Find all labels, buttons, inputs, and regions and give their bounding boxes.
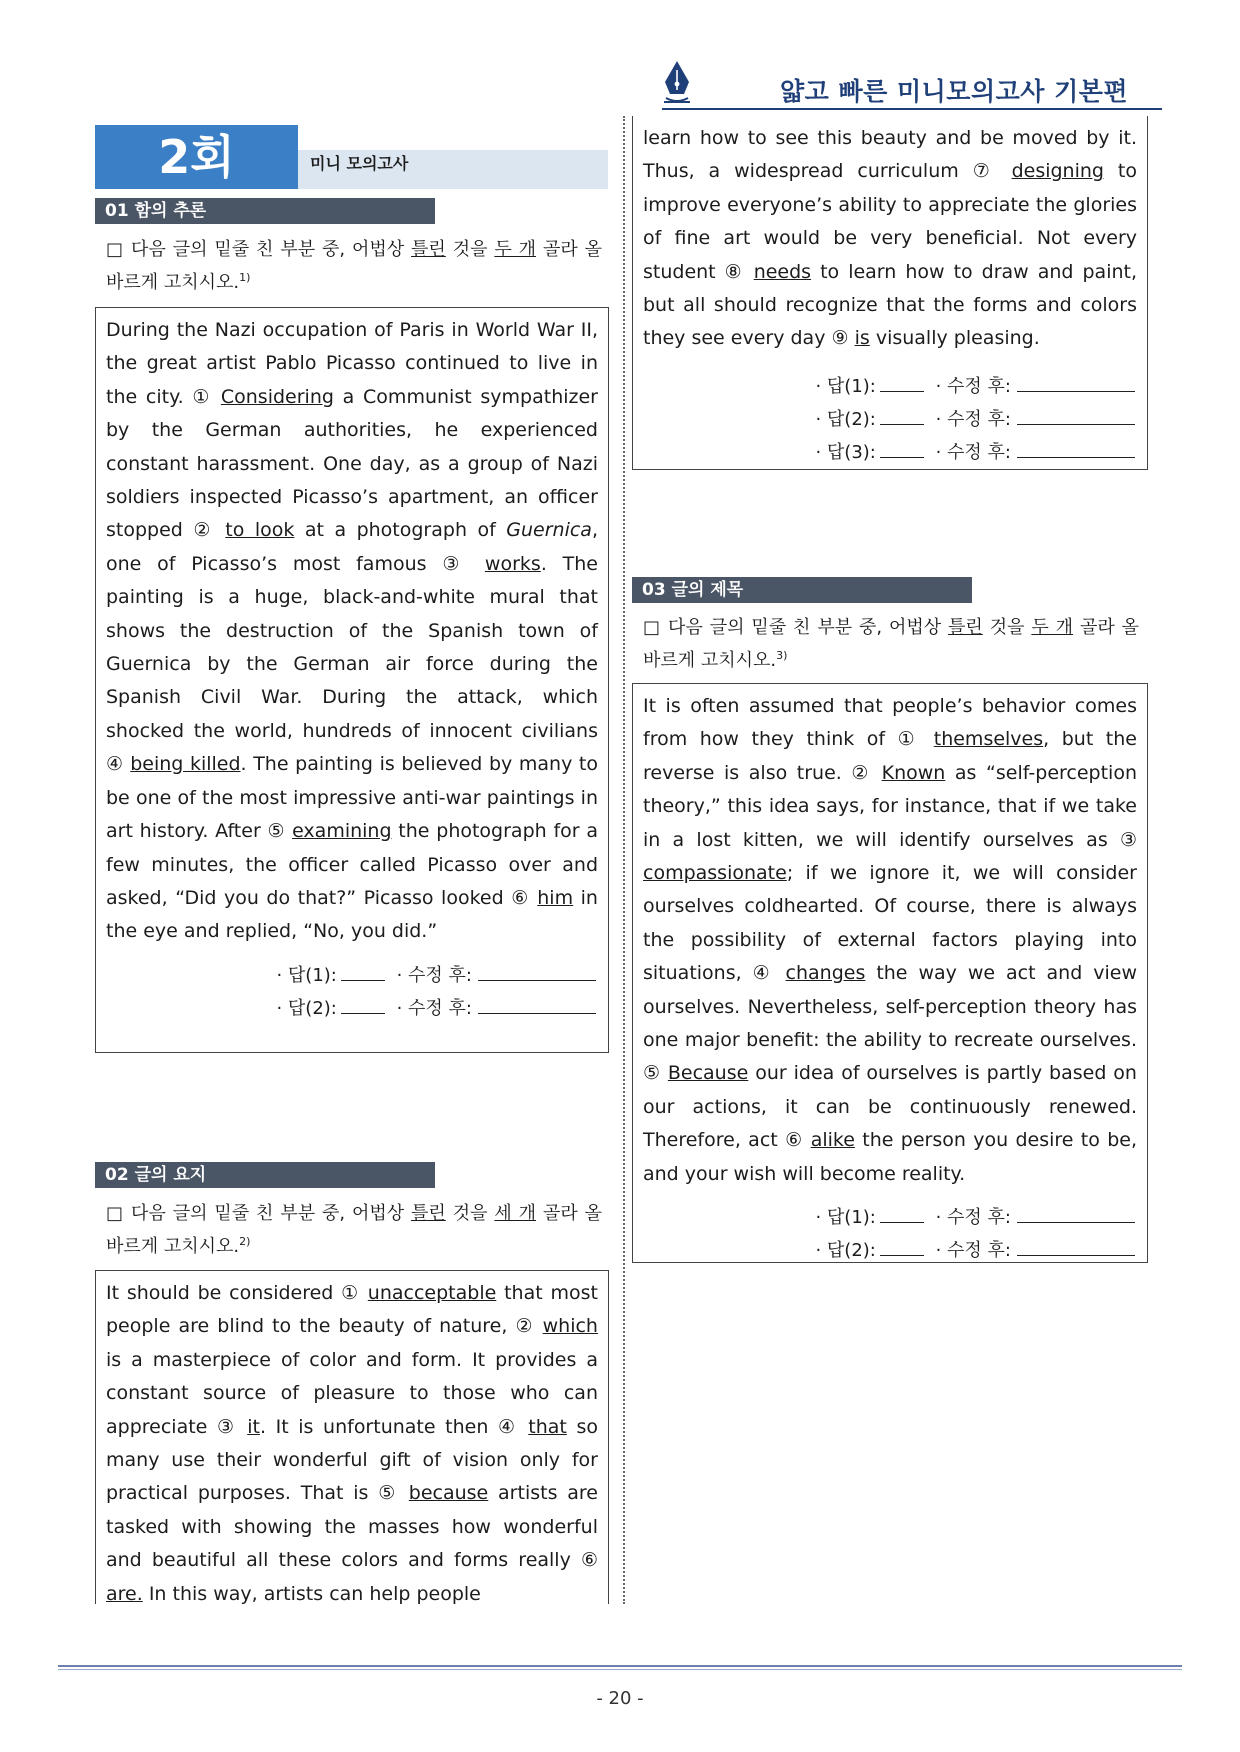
passage-text: In this way, artists can help people (142, 1582, 481, 1605)
passage-text (519, 1416, 529, 1438)
item-number: ⑥ (580, 1549, 598, 1572)
passage-text: as “self-perception theory,” this idea says, for instance, that if we take in a lost kitten, we will identify ourselves as (643, 761, 1137, 851)
underlined-item: to look (225, 519, 295, 542)
answer-blank[interactable] (880, 373, 924, 392)
item-number: ① (897, 728, 922, 751)
fix-label: · 수정 후: (929, 408, 1011, 430)
item-number: ① (341, 1282, 360, 1304)
passage-text (775, 962, 786, 984)
underlined-item: which (542, 1315, 598, 1338)
pen-nib-icon (662, 60, 692, 108)
passage-text: in the eye and replied, “No, you did.” (106, 886, 598, 943)
section-01-instruction: □ 다음 글의 밑줄 친 부분 중, 어법상 틀린 것을 두 개 골라 올바르게 고치시오.$^{1)}$ (106, 239, 603, 293)
item-number: ② (851, 761, 873, 784)
passage-text: to learn how to draw and paint, but all should recognize that the forms and colors they see every day (643, 260, 1138, 350)
underlined-item: needs (753, 260, 812, 283)
passage-text (212, 386, 221, 408)
passage-text: . The painting is believed by many to be one of the most impressive anti-war paintings in art history. After (106, 753, 598, 843)
passage-text (469, 553, 485, 575)
underlined-item: alike (810, 1129, 855, 1152)
answer-label: · 답(1): (815, 375, 876, 397)
answer-blank[interactable] (880, 1204, 924, 1223)
page-number: - 20 - (596, 1688, 644, 1709)
fix-label: · 수정 후: (390, 964, 472, 986)
footer-rule-thin (58, 1669, 1182, 1670)
section-01-passage (106, 314, 598, 949)
passage-text: at a photograph of (294, 519, 507, 542)
item-number: ④ (106, 753, 124, 776)
passage-text: During the Nazi occupation of Paris in World War II, the great artist Pablo Picasso continued to live in the city. (106, 319, 598, 408)
answer-label: · 답(3): (815, 441, 876, 463)
item-number: ⑦ (972, 160, 998, 183)
underlined-item: themselves (933, 728, 1044, 751)
answer-label: · 답(2): (815, 1240, 876, 1262)
brand-title: 얇고 빠른 미니모의고사 기본편 (780, 77, 1129, 106)
section-02-passage-left (106, 1277, 598, 1611)
passage-text (215, 519, 225, 541)
underlined-item: him (537, 886, 574, 909)
fix-label: · 수정 후: (929, 1207, 1011, 1229)
fix-label: · 수정 후: (929, 1240, 1011, 1262)
answer-label: · 답(1): (276, 964, 337, 986)
item-number: ⑥ (511, 886, 530, 909)
item-number: ⑤ (378, 1482, 399, 1505)
passage-text: . It is unfortunate then (259, 1415, 499, 1438)
answer-line (106, 992, 596, 1025)
answer-label: · 답(2): (276, 997, 337, 1019)
passage-text: our idea of ourselves is partly based on our actions, it can be continuously renewed. Therefore, act (643, 1062, 1137, 1152)
passage-text (661, 1062, 668, 1084)
underlined-item: it (247, 1415, 260, 1438)
italic-title: Guernica (506, 519, 592, 542)
section-01-passage-box (95, 307, 609, 1053)
passage-text: , but the reverse is also true. (643, 728, 1137, 784)
passage-text (238, 1416, 248, 1438)
item-number: ③ (216, 1415, 238, 1438)
section-02-passage-right (643, 122, 1137, 356)
passage-text (872, 762, 882, 784)
section-03-answers (643, 1201, 1137, 1267)
passage-text (921, 728, 934, 750)
passage-text: that most people are blind to the beauty of nature, (106, 1282, 598, 1338)
item-number: ⑧ (724, 260, 745, 283)
item-number: ④ (498, 1415, 519, 1438)
passage-text: visually pleasing. (869, 327, 1040, 350)
section-03-passage (643, 690, 1137, 1191)
passage-text: artists are tasked with showing the masses how wonderful and beautiful all these colors and forms really (106, 1482, 598, 1572)
correction-blank[interactable] (478, 962, 596, 981)
underlined-item: is (854, 327, 870, 350)
passage-text: , one of Picasso’s most famous (106, 519, 598, 575)
passage-text (360, 1282, 368, 1304)
underlined-item: are. (106, 1582, 143, 1605)
answer-blank[interactable] (341, 995, 385, 1014)
item-number: ⑨ (831, 327, 849, 350)
correction-blank[interactable] (478, 995, 596, 1014)
answer-blank[interactable] (880, 406, 924, 425)
underlined-item: being killed (130, 753, 241, 776)
item-number: ⑥ (785, 1129, 804, 1152)
answer-line (643, 1234, 1135, 1267)
correction-blank[interactable] (1017, 1237, 1135, 1256)
passage-text: the photograph for a few minutes, the officer called Picasso over and asked, “Did you do that?” Picasso looked (106, 820, 598, 909)
correction-blank[interactable] (1017, 439, 1135, 458)
section-01-heading: 01 함의 추론 (95, 198, 435, 224)
underlined-item: that (528, 1415, 567, 1438)
underlined-item: compassionate (643, 862, 787, 885)
answer-line (643, 1201, 1135, 1234)
answer-line (106, 959, 596, 992)
passage-text: is a masterpiece of color and form. It provides a constant source of pleasure to those who can appreciate (106, 1348, 598, 1438)
round-number: 2회 (95, 125, 298, 189)
footer-rule (58, 1665, 1182, 1667)
underlined-item: designing (1011, 160, 1104, 183)
section-02-heading: 02 글의 요지 (95, 1162, 435, 1188)
passage-text: It is often assumed that people’s behavior comes from how they think of (643, 695, 1137, 751)
item-number: ③ (1119, 828, 1137, 851)
underlined-item: Considering (220, 385, 334, 408)
correction-blank[interactable] (1017, 406, 1135, 425)
passage-text (998, 160, 1012, 182)
item-number: ③ (442, 552, 470, 575)
section-03-heading: 03 글의 제목 (632, 577, 972, 603)
section-02-instruction: □ 다음 글의 밑줄 친 부분 중, 어법상 틀린 것을 세 개 골라 올바르게 고치시오.$^{2)}$ (106, 1203, 603, 1257)
section-01-answers (106, 959, 598, 1025)
answer-blank[interactable] (880, 1237, 924, 1256)
underlined-item: works (484, 552, 541, 575)
answer-blank[interactable] (341, 962, 385, 981)
section-03-passage-box (632, 683, 1148, 1263)
section-02-passage-box-left (95, 1270, 609, 1604)
underlined-item: changes (785, 962, 866, 985)
item-number: ① (192, 385, 213, 408)
header-underline (662, 108, 1162, 110)
passage-text (745, 261, 754, 283)
section-03-instruction: □ 다음 글의 밑줄 친 부분 중, 어법상 틀린 것을 두 개 골라 올바르게 고치시오.$^{3)}$ (643, 617, 1140, 671)
passage-text: learn how to see this beauty and be moved by it. Thus, a widespread curriculum (643, 127, 1137, 183)
underlined-item: unacceptable (367, 1282, 497, 1304)
passage-text (399, 1482, 409, 1504)
fix-label: · 수정 후: (929, 375, 1011, 397)
item-number: ② (193, 519, 215, 542)
underlined-item: Known (881, 761, 946, 784)
correction-blank[interactable] (1017, 373, 1135, 392)
passage-text (803, 1129, 810, 1151)
passage-text: the way we act and view ourselves. Nevertheless, self-perception theory has one major benefit: the ability to recreate ourselves. (643, 962, 1137, 1052)
item-number: ④ (752, 962, 775, 985)
fix-label: · 수정 후: (929, 441, 1011, 463)
answer-line (643, 403, 1135, 436)
column-divider (623, 116, 625, 1604)
item-number: ⑤ (267, 820, 286, 843)
section-02-passage-box-right (632, 116, 1148, 470)
round-subtitle: 미니 모의고사 (298, 150, 608, 189)
passage-text: It should be considered (106, 1282, 342, 1304)
correction-blank[interactable] (1017, 1204, 1135, 1223)
answer-label: · 답(1): (815, 1207, 876, 1229)
underlined-item: examining (292, 820, 392, 843)
underlined-item: Because (667, 1062, 749, 1085)
section-02-answers (643, 370, 1137, 469)
item-number: ⑤ (643, 1062, 661, 1085)
answer-line (643, 370, 1135, 403)
passage-text (535, 1315, 543, 1337)
underlined-item: because (408, 1482, 489, 1505)
passage-text: to improve everyone’s ability to appreciate the glories of fine art would be very beneficial. Not every student (643, 160, 1137, 283)
passage-text: so many use their wonderful gift of vision only for practical purposes. That is (106, 1415, 598, 1505)
passage-text: the person you desire to be, and your wish will become reality. (643, 1129, 1137, 1185)
passage-text: ; if we ignore it, we will consider ourselves coldhearted. Of course, there is always the possibility of external factors playing into situations, (643, 862, 1137, 985)
answer-blank[interactable] (880, 439, 924, 458)
answer-line (643, 436, 1135, 469)
item-number: ② (515, 1315, 535, 1338)
fix-label: · 수정 후: (390, 997, 472, 1019)
passage-text: a Communist sympathizer by the German authorities, he experienced constant harassment. One day, as a group of Nazi soldiers inspected Picasso’s apartment, an officer stopped (106, 385, 598, 542)
answer-label: · 답(2): (815, 408, 876, 430)
passage-text: . The painting is a huge, black-and-white mural that shows the destruction of the Spanish town of Guernica by the German air force during the Spanish Civil War. During the attack, which shocked the world, hundreds of innocent civilians (106, 552, 598, 742)
